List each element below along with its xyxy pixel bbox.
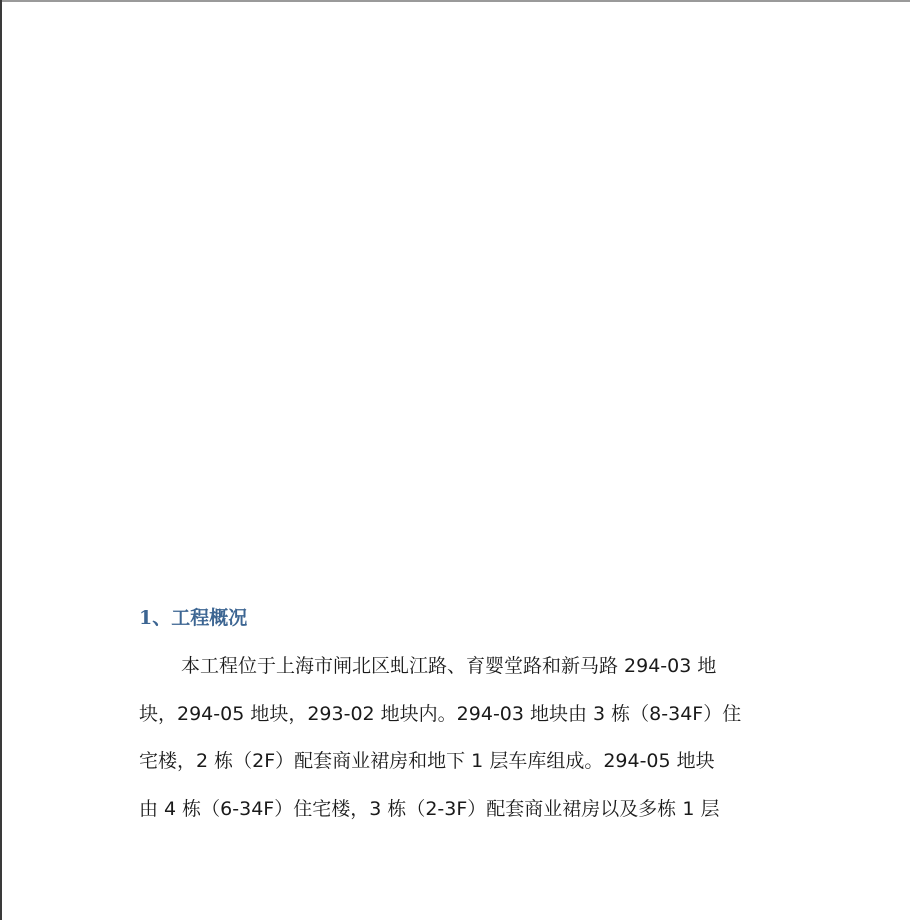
page-top-edge [0,0,910,2]
paragraph-line: 块，294-05 地块，293-02 地块内。294-03 地块由 3 栋（8-34F）住 [139,703,742,725]
section-heading: 1、工程概况 [139,607,248,629]
page-left-edge [0,0,2,920]
paragraph-line: 由 4 栋（6-34F）住宅楼，3 栋（2-3F）配套商业裙房以及多栋 1 层 [139,798,720,820]
paragraph-line: 宅楼，2 栋（2F）配套商业裙房和地下 1 层车库组成。294-05 地块 [139,750,715,772]
paragraph-line: 本工程位于上海市闸北区虬江路、育婴堂路和新马路 294-03 地 [181,655,717,677]
